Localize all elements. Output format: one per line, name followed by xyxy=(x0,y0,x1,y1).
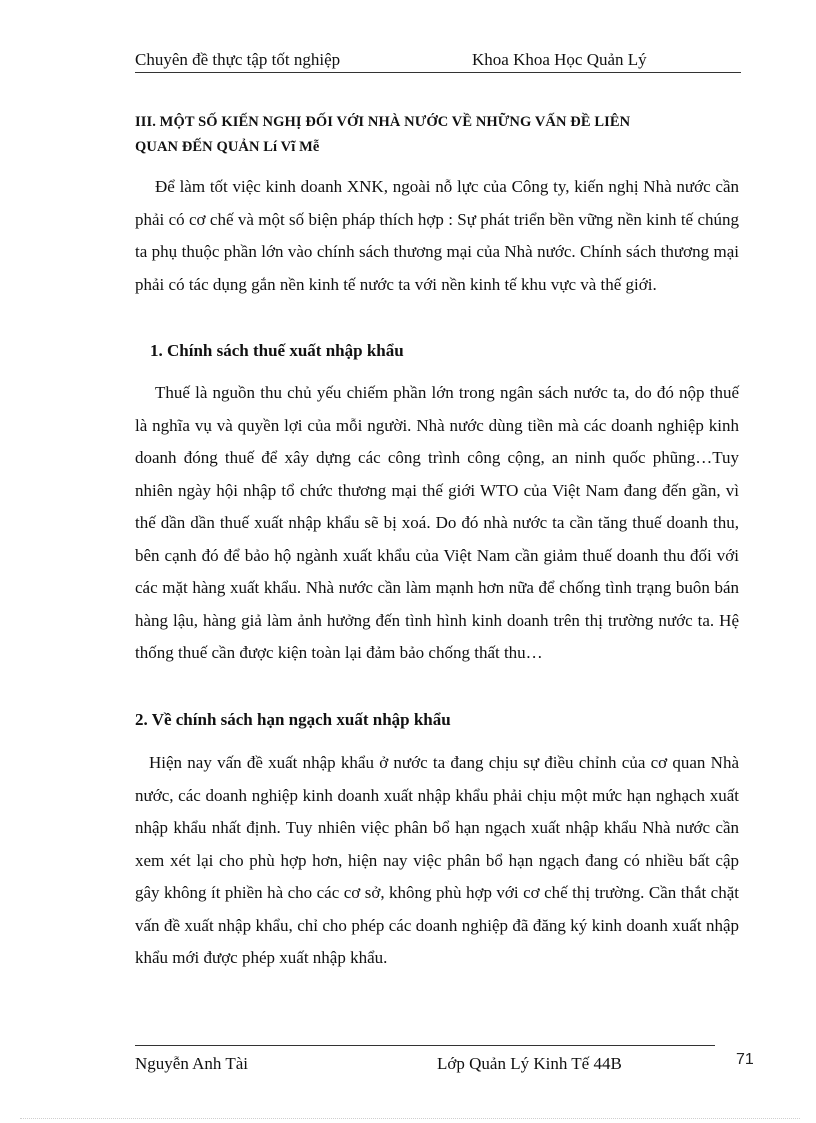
page-footer xyxy=(135,1045,715,1076)
tax-paragraph: Thuế là nguồn thu chủ yếu chiếm phần lớn trong ngân sách nước ta, do đó nộp thuế là nghĩa vụ và quyền lợi của mỗi người. Nhà nước dùng tiền mà các doanh nghiệp kinh doanh đóng thuế để xây dựng các công trình công cộng, an ninh quốc phũng…Tuy nhiên ngày hội nhập tổ chức thương mại thế giới WTO của Việt Nam đang đến gần, vì thế dần dần thuế xuất nhập khẩu sẽ bị xoá. Do đó nhà nước ta cần tăng thuế doanh thu, bên cạnh đó để bảo hộ ngành xuất khẩu của Việt Nam cần giảm thuế doanh thu đối với các mặt hàng xuất khẩu. Nhà nước cần làm mạnh hơn nữa để chống tình trạng buôn bán hàng lậu, hàng giả làm ảnh hưởng đến tình hình kinh doanh trên thị trường nước ta. Hệ thống thuế cần được kiện toàn lại đảm bảo chống thất thu… xyxy=(135,383,739,662)
page-number: 71 xyxy=(736,1051,754,1068)
footer-class: Lớp Quản Lý Kinh Tế 44B xyxy=(437,1054,622,1073)
page-header xyxy=(135,48,741,73)
section-heading xyxy=(135,110,741,160)
section-heading-line-1: III. MỘT SỐ KIẾN NGHỊ ĐỐI VỚI NHÀ NƯỚC VỀ NHỮNG VẤN ĐỀ LIÊN xyxy=(135,114,631,130)
subheading-quota-policy: 2. Về chính sách hạn ngạch xuất nhập khẩu xyxy=(135,710,451,729)
subheading-tax-policy: 1. Chính sách thuế xuất nhập khẩu xyxy=(150,341,404,360)
quota-paragraph: Hiện nay vấn đề xuất nhập khẩu ở nước ta đang chịu sự điều chỉnh của cơ quan Nhà nước, các doanh nghiệp kinh doanh xuất nhập khẩu phải chịu một mức hạn nghạch xuất nhập khẩu nhất định. Tuy nhiên việc phân bổ hạn ngạch xuất nhập khẩu Nhà nước cần xem xét lại cho phù hợp hơn, hiện nay việc phân bổ hạn ngạch đang có nhiều bất cập gây không ít phiền hà cho các cơ sở, không phù hợp với cơ chế thị trường. Cần thắt chặt vấn đề xuất nhập khẩu, chỉ cho phép các doanh nghiệp đã đăng ký kinh doanh xuất nhập khẩu mới được phép xuất nhập khẩu. xyxy=(135,753,739,967)
page-bottom-divider xyxy=(20,1118,800,1119)
header-report-title: Chuyên đề thực tập tốt nghiệp xyxy=(135,50,341,69)
section-heading-line-2: QUAN ĐẾN QUẢN Lí Vĩ Mễ xyxy=(135,139,320,155)
intro-paragraph: Để làm tốt việc kinh doanh XNK, ngoài nỗ lực của Công ty, kiến nghị Nhà nước cần phải có cơ chế và một số biện pháp thích hợp : Sự phát triển bền vững nền kinh tế chúng ta phụ thuộc phần lớn vào chính sách thương mại của Nhà nước. Chính sách thương mại phải có tác dụng gắn nền kinh tế nước ta với nền kinh tế khu vực và thế giới. xyxy=(135,177,739,294)
header-faculty: Khoa Khoa Học Quản Lý xyxy=(472,50,647,69)
footer-author: Nguyễn Anh Tài xyxy=(135,1054,249,1073)
